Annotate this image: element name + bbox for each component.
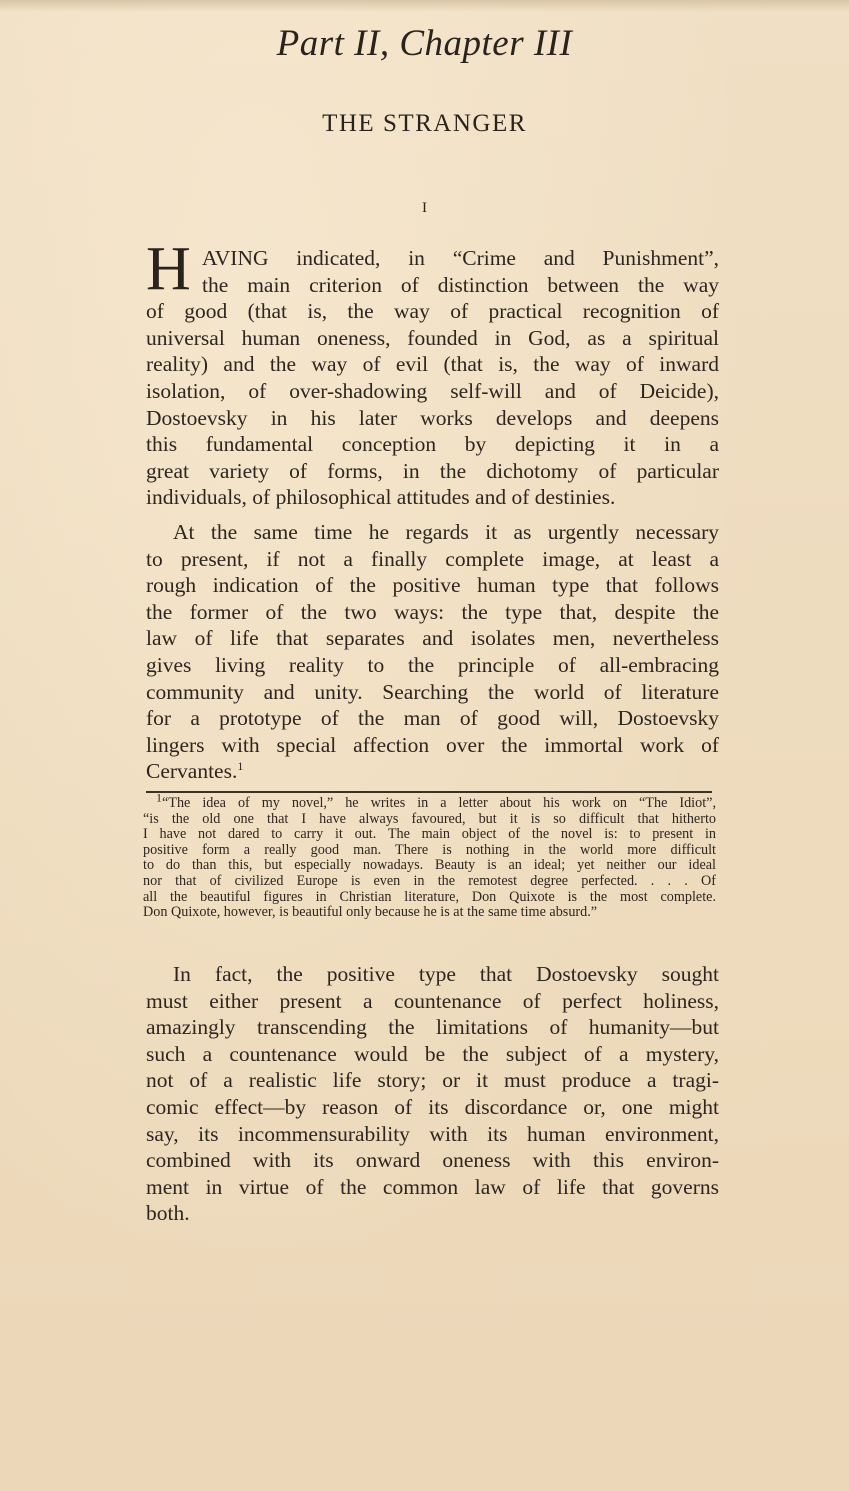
paragraph-2 [146,519,719,785]
paragraph-line: say, its incommensurability with its human environment, [146,1121,719,1146]
paragraph-line: of good (that is, the way of practical recognition of [146,299,719,324]
paragraph-line: comic effect—by reason of its discordance or, one might [146,1094,719,1119]
footnote-line: positive form a really good man. There is nothing in the world more difficult [143,841,716,858]
paragraph-line: Dostoevsky in his later works develops and deepens [146,405,719,430]
paragraph-line: great variety of forms, in the dichotomy of particular [146,458,719,483]
drop-cap: H [146,235,191,303]
paragraph-line: isolation, of over-shadowing self-will and of Deicide), [146,378,719,403]
footnote-line: all the beautiful figures in Christian literature, Don Quixote is the most complete. [143,888,716,905]
paragraph-line: rough indication of the positive human type that follows [146,573,719,598]
footnote-line: to do than this, but especially nowadays. Beauty is an ideal; yet neither our ideal [143,857,716,874]
part-chapter-heading: Part II, Chapter III [276,23,573,64]
paragraph-line: ment in virtue of the common law of life that governs [146,1174,719,1199]
footnote-reference: 1 [237,759,244,774]
footnote-line: I have not dared to carry it out. The main object of the novel is: to present in [143,826,716,843]
paragraph-line: At the same time he regards it as urgently necessary [173,520,719,544]
footnote-line: “is the old one that I have always favoured, but it is so difficult that hitherto [143,810,716,827]
footnote [143,790,716,921]
footnote-line: Don Quixote, however, is beautiful only because he is at the same time absurd.” [143,904,598,921]
paragraph-line: both. [146,1201,190,1226]
paragraph-line-last [146,758,719,785]
paragraph-line: this fundamental conception by depicting it in a [146,432,719,457]
chapter-title: THE STRANGER [322,110,527,137]
paragraph-line: amazingly transcending the limitations of humanity—but [146,1015,719,1040]
page-top-edge [0,0,849,12]
paragraph-line: reality) and the way of evil (that is, the way of inward [146,352,719,377]
footnote-line-first [143,790,716,812]
paragraph-line: for a prototype of the man of good will, Dostoevsky [146,706,719,731]
section-number: I [422,200,427,216]
paragraph-line: the main criterion of distinction between the way [202,272,719,297]
paragraph-3 [146,961,719,1227]
paragraph-line: to present, if not a finally complete image, at least a [146,546,719,571]
footnote-line-text: “The idea of my novel,” he writes in a letter about his work on “The Idiot”, [162,795,716,811]
footnote-line: nor that of civilized Europe is even in the remotest degree perfected. . . . Of [143,872,716,889]
paragraph-line: combined with its onward oneness with this environ- [146,1148,719,1173]
footnote-divider [146,791,712,793]
paragraph-line: gives living reality to the principle of all-embracing [146,652,719,677]
paragraph-line: lingers with special affection over the immortal work of [146,732,719,757]
paragraph-1 [146,235,719,511]
footnote-marker: 1 [156,790,162,805]
paragraph-line: community and unity. Searching the world of literature [146,679,719,704]
paragraph-line: must either present a countenance of perfect holiness, [146,988,719,1013]
paragraph-line: universal human oneness, founded in God, as a spiritual [146,325,719,350]
paragraph-line: AVING indicated, in “Crime and Punishment”, [202,246,719,270]
paragraph-line-text: Cervantes. [146,759,238,784]
paragraph-line: the former of the two ways: the type that, despite the [146,599,719,624]
paragraph-line: individuals, of philosophical attitudes and of destinies. [146,485,616,510]
paragraph-line: such a countenance would be the subject of a mystery, [146,1041,719,1066]
paragraph-line: not of a realistic life story; or it must produce a tragi- [146,1068,719,1093]
paragraph-line: In fact, the positive type that Dostoevsky sought [173,962,719,986]
paragraph-line: law of life that separates and isolates men, nevertheless [146,626,719,651]
